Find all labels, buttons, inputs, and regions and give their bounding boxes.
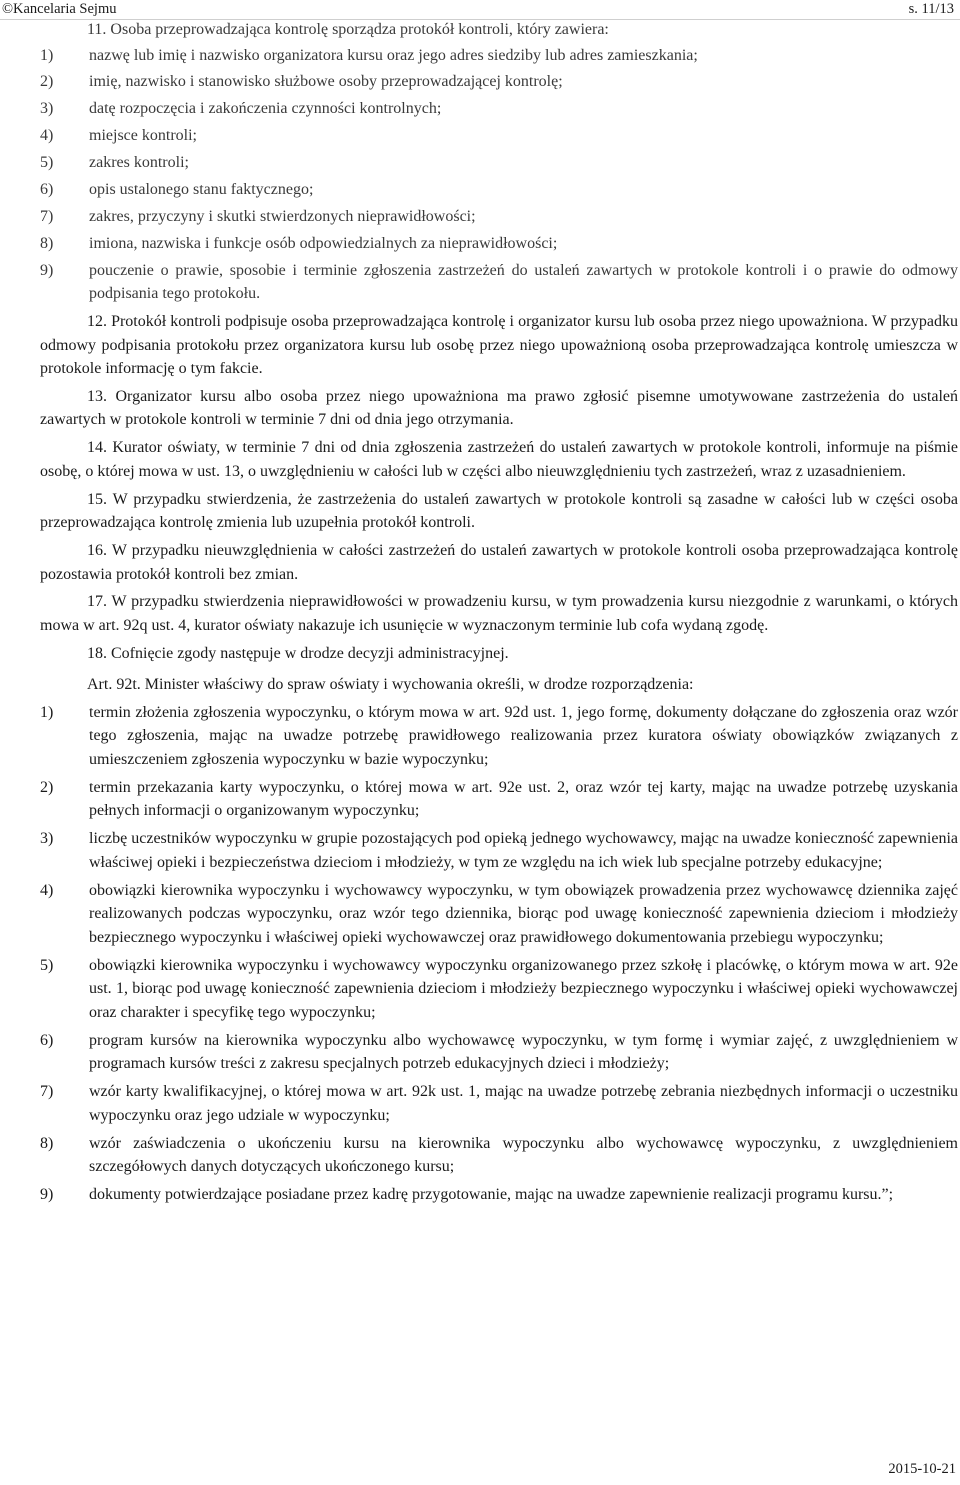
list-item-text: wzór zaświadczenia o ukończeniu kursu na kierownika wypoczynku albo wychowawcę wypoczynku, z uwzględnieniem szczegółowych danych dotyczących ukończonego kursu;: [89, 1134, 958, 1176]
document-body: [40, 18, 958, 1211]
list-item: [40, 259, 958, 306]
list-item-number: 8): [40, 234, 54, 252]
list-item-number: 4): [40, 881, 54, 899]
list-item: [40, 776, 958, 823]
list-item-text: zakres kontroli;: [89, 154, 189, 172]
list-item-number: 4): [40, 127, 54, 145]
list-item: [40, 1183, 958, 1207]
list-item-text: miejsce kontroli;: [89, 127, 197, 145]
publisher-label: ©Kancelaria Sejmu: [2, 1, 117, 17]
paragraph: 12. Protokół kontroli podpisuje osoba przeprowadzająca kontrolę i organizator kursu lub osoba przez niego upoważniona. W przypadku odmowy podpisania protokołu przez organizatora kursu lub osobę przez niego upoważnioną osoba przeprowadzająca kontrolę umieszcza w protokole informację o tym fakcie.: [40, 313, 958, 378]
list-item-text: obowiązki kierownika wypoczynku i wychowawcy wypoczynku, w tym obowiązek prowadzenia przez wychowawcę dziennika zajęć realizowanych podczas wypoczynku, oraz wzór tego dziennika, biorąc pod uwagę konieczność zapewnienia dzieciom i młodzieży bezpiecznego wypoczynku i właściwej opieki wychowawczej oraz prawidłowego dokumentowania przebiegu wypoczynku;: [89, 881, 958, 946]
list-item-number: 6): [40, 180, 54, 198]
paragraph: 13. Organizator kursu albo osoba przez niego upoważniona ma prawo zgłosić pisemne umotywowane zastrzeżenia do ustaleń zawartych w protokole kontroli w terminie 7 dni od dnia jego otrzymania.: [40, 387, 958, 429]
paragraphs-12-18: [40, 310, 958, 665]
list-item: [40, 70, 958, 94]
list-item-text: opis ustalonego stanu faktycznego;: [89, 180, 314, 198]
list-item-text: termin przekazania karty wypoczynku, o której mowa w art. 92e ust. 2, oraz wzór tej karty, mając na uwadze potrzebę uzyskania pełnych informacji o organizowanym wypoczynku;: [89, 778, 958, 820]
list-item: [40, 879, 958, 950]
paragraph: 14. Kurator oświaty, w terminie 7 dni od dnia zgłoszenia zastrzeżeń do ustaleń zawartych w protokole kontroli, informuje na piśmie osobę, o której mowa w ust. 13, o uwzględnieniu w całości lub w części albo nieuwzględnieniu tych zastrzeżeń, wraz z uzasadnieniem.: [40, 439, 958, 480]
list-item-number: 7): [40, 207, 54, 225]
list-item-text: imię, nazwisko i stanowisko służbowe osoby przeprowadzającej kontrolę;: [89, 73, 563, 91]
list-item: [40, 44, 958, 68]
list-item-number: 5): [40, 956, 54, 974]
list-item: [40, 1029, 958, 1076]
list-item-text: dokumenty potwierdzające posiadane przez kadrę przygotowanie, mając na uwadze zapewnienie realizacji programu kursu.”;: [89, 1186, 894, 1204]
list-item-text: liczbę uczestników wypoczynku w grupie pozostających pod opieką jednego wychowawcy, mając na uwadze konieczność zapewnienia właściwej opieki i bezpieczeństwa dzieciom i młodzieży, w tym ze względu na ich wiek lub specjalne potrzeby edukacyjne;: [89, 830, 958, 871]
list-item: [40, 178, 958, 202]
paragraph: 16. W przypadku nieuwzględnienia w całości zastrzeżeń do ustaleń zawartych w protokole kontroli osoba przeprowadzająca kontrolę pozostawia protokół kontroli bez zmian.: [40, 542, 958, 583]
list-item-text: obowiązki kierownika wypoczynku i wychowawcy wypoczynku organizowanego przez szkołę i placówkę, o którym mowa w art. 92e ust. 1, biorąc pod uwagę konieczność zapewnienia dzieciom i młodzieży bezpiecznego wypoczynku i właściwej opieki wychowawczej oraz charakter i specyfikę tego wypoczynku;: [89, 956, 958, 1021]
section-11: [40, 18, 958, 306]
paragraph: 15. W przypadku stwierdzenia, że zastrzeżenia do ustaleń zawartych w protokole kontroli są zasadne w całości lub w części osoba przeprowadzająca kontrolę zmienia lub uzupełnia protokół kontroli.: [40, 490, 958, 532]
list-item-number: 2): [40, 73, 54, 91]
list-item-number: 2): [40, 778, 54, 796]
list-item-text: imiona, nazwiska i funkcje osób odpowiedzialnych za nieprawidłowości;: [89, 234, 558, 252]
list-item-text: nazwę lub imię i nazwisko organizatora kursu oraz jego adres siedziby lub adres zamieszkania;: [89, 46, 698, 64]
article-92t-list: [40, 701, 958, 1207]
list-item-number: 3): [40, 100, 54, 118]
list-item-text: program kursów na kierownika wypoczynku albo wychowawcę wypoczynku, w tym formę i wymiar zajęć, z uwzględnieniem w programach kursów treści z zakresu specjalnych potrzeb edukacyjnych dzieci i młodzieży;: [89, 1031, 958, 1073]
list-item-number: 1): [40, 703, 54, 721]
list-item: [40, 827, 958, 874]
list-item-number: 9): [40, 1186, 54, 1204]
list-item-number: 9): [40, 261, 54, 279]
list-item-number: 6): [40, 1031, 54, 1049]
list-item-text: zakres, przyczyny i skutki stwierdzonych nieprawidłowości;: [89, 207, 476, 225]
list-item-text: datę rozpoczęcia i zakończenia czynności kontrolnych;: [89, 100, 442, 118]
list-item: [40, 954, 958, 1025]
list-item-number: 8): [40, 1134, 54, 1152]
list-item: [40, 1080, 958, 1127]
list-item-number: 1): [40, 46, 54, 64]
page-number: s. 11/13: [908, 1, 954, 17]
page-date: 2015-10-21: [888, 1461, 956, 1477]
list-item: [40, 701, 958, 772]
list-item-number: 7): [40, 1083, 54, 1101]
list-item: [40, 151, 958, 175]
article-92t-intro: Art. 92t. Minister właściwy do spraw oświaty i wychowania określi, w drodze rozporządzenia:: [87, 676, 694, 694]
list-item-text: termin złożenia zgłoszenia wypoczynku, o którym mowa w art. 92d ust. 1, jego formę, dokumenty dołączane do zgłoszenia oraz wzór tego zgłoszenia, mając na uwadze potrzebę prawidłowego realizowania przez kuratora oświaty obowiązków związanych z umieszczeniem zgłoszenia wypoczynku w bazie wypoczynku;: [89, 703, 958, 768]
paragraph: 17. W przypadku stwierdzenia nieprawidłowości w prowadzeniu kursu, w tym prowadzenia kursu niezgodnie z warunkami, o których mowa w art. 92q ust. 4, kurator oświaty nakazuje ich usunięcie w wyznaczonym terminie lub cofa wydaną zgodę.: [40, 593, 958, 634]
list-item-text: wzór karty kwalifikacyjnej, o której mowa w art. 92k ust. 1, mając na uwadze potrzebę zebrania niezbędnych informacji o uczestniku wypoczynku oraz jego udziale w wypoczynku;: [89, 1083, 958, 1124]
list-item-number: 3): [40, 830, 54, 848]
list-item-number: 5): [40, 154, 54, 172]
section-11-list: [40, 44, 958, 306]
paragraph: 18. Cofnięcie zgody następuje w drodze decyzji administracyjnej.: [87, 644, 509, 662]
list-item: [40, 1132, 958, 1179]
paragraph-11: 11. Osoba przeprowadzająca kontrolę sporządza protokół kontroli, który zawiera:: [87, 21, 609, 38]
list-item: [40, 232, 958, 256]
list-item-text: pouczenie o prawie, sposobie i terminie zgłoszenia zastrzeżeń do ustaleń zawartych w protokole kontroli i o prawie do odmowy podpisania tego protokołu.: [89, 261, 958, 303]
list-item: [40, 97, 958, 121]
list-item: [40, 205, 958, 229]
list-item: [40, 124, 958, 148]
page-header: [0, 0, 960, 20]
